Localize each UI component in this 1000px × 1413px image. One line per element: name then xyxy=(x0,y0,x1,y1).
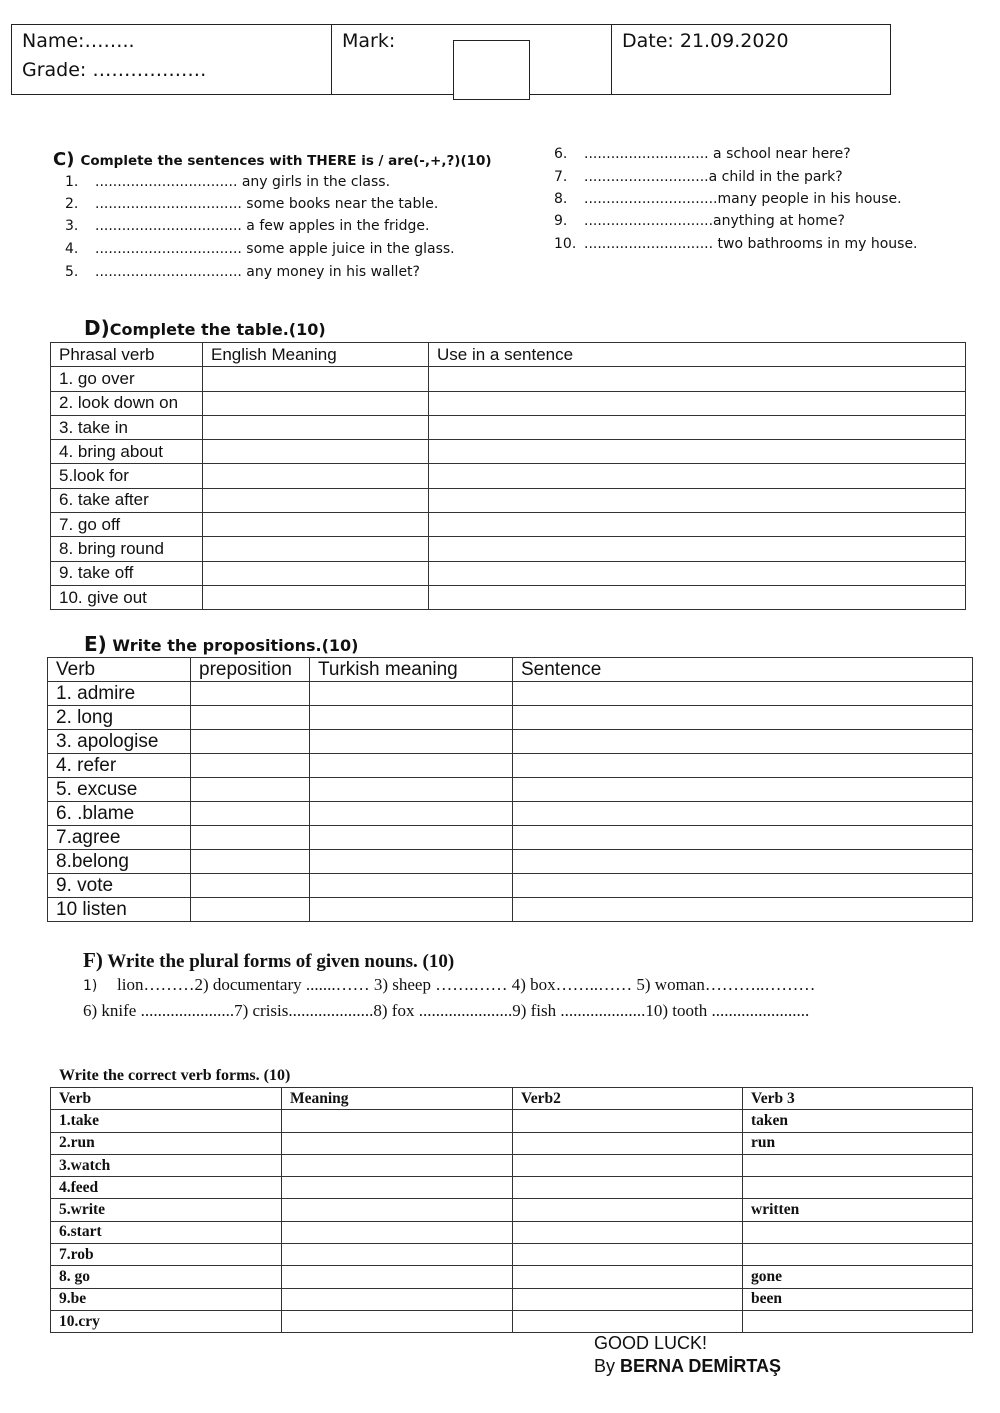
verb-forms-row xyxy=(51,1132,973,1154)
plural-line-2: 6) knife ......................7) crisis....................8) fox ......................9) fish ....................10) tooth ....................... xyxy=(83,1001,810,1020)
phrasal-verb-cell: 8. bring round xyxy=(51,537,203,561)
verb-cell: 9. vote xyxy=(48,874,191,898)
verb-cell: 1.take xyxy=(51,1110,282,1132)
verb-cell: 8.belong xyxy=(48,850,191,874)
verb-forms-column-header: Verb 3 xyxy=(743,1088,973,1110)
turkish-meaning-blank[interactable] xyxy=(310,898,513,922)
phrasal-row xyxy=(51,488,966,512)
verb3-cell: taken xyxy=(743,1110,973,1132)
sentence-text: ............................. two bathrooms in my house. xyxy=(584,236,918,252)
turkish-meaning-blank[interactable] xyxy=(310,706,513,730)
turkish-meaning-blank[interactable] xyxy=(310,754,513,778)
section-d-title-text: Complete the table.(10) xyxy=(109,320,326,339)
sentence-blank[interactable] xyxy=(513,874,973,898)
verb-forms-row xyxy=(51,1244,973,1266)
sentence-item xyxy=(554,169,843,185)
verb3-blank[interactable] xyxy=(743,1221,973,1243)
section-c-title xyxy=(53,149,492,170)
verb-cell: 1. admire xyxy=(48,682,191,706)
verb-forms-row xyxy=(51,1288,973,1310)
verb2-blank[interactable] xyxy=(513,1221,743,1243)
meaning-blank[interactable] xyxy=(282,1199,513,1221)
phrasal-verb-table xyxy=(50,342,966,610)
sentence-number: 8. xyxy=(554,191,568,207)
sentence-blank[interactable] xyxy=(429,464,966,488)
sentence-item xyxy=(65,218,429,234)
turkish-meaning-blank[interactable] xyxy=(310,826,513,850)
preposition-row xyxy=(48,706,973,730)
verb3-cell: run xyxy=(743,1132,973,1154)
preposition-row xyxy=(48,682,973,706)
section-d-title xyxy=(84,316,326,340)
verb-cell: 4. refer xyxy=(48,754,191,778)
verb-forms-column-header: Verb xyxy=(51,1088,282,1110)
verb3-blank[interactable] xyxy=(743,1177,973,1199)
grade-label: Grade: ……………… xyxy=(22,59,207,81)
sentence-item xyxy=(65,264,420,280)
verb-cell: 9.be xyxy=(51,1288,282,1310)
sentence-blank[interactable] xyxy=(429,391,966,415)
sentence-number: 6. xyxy=(554,146,568,162)
meaning-blank[interactable] xyxy=(282,1110,513,1132)
mark-box xyxy=(453,40,530,100)
verb-forms-row xyxy=(51,1154,973,1176)
verb-cell: 6.start xyxy=(51,1221,282,1243)
meaning-blank[interactable] xyxy=(282,1177,513,1199)
verb2-blank[interactable] xyxy=(513,1266,743,1288)
verb-cell: 6. .blame xyxy=(48,802,191,826)
english-meaning-blank[interactable] xyxy=(203,464,429,488)
verb3-blank[interactable] xyxy=(743,1154,973,1176)
phrasal-row xyxy=(51,513,966,537)
preposition-row xyxy=(48,826,973,850)
meaning-blank[interactable] xyxy=(282,1310,513,1332)
section-e-title xyxy=(84,632,358,656)
section-e-title-text: Write the propositions.(10) xyxy=(112,636,359,655)
verb-cell: 3.watch xyxy=(51,1154,282,1176)
verb2-blank[interactable] xyxy=(513,1110,743,1132)
verb-cell: 3. apologise xyxy=(48,730,191,754)
verb-cell: 8. go xyxy=(51,1266,282,1288)
verb3-cell: written xyxy=(743,1199,973,1221)
turkish-meaning-blank[interactable] xyxy=(310,802,513,826)
sentence-blank[interactable] xyxy=(429,561,966,585)
sentence-number: 3. xyxy=(65,218,79,234)
sentence-text: ................................. a few apples in the fridge. xyxy=(95,218,430,234)
preposition-row xyxy=(48,850,973,874)
verb-forms-column-header: Verb2 xyxy=(513,1088,743,1110)
plural-line-1-num: 1) xyxy=(83,978,98,994)
sentence-number: 4. xyxy=(65,241,79,257)
verb2-blank[interactable] xyxy=(513,1132,743,1154)
date-label: Date: 21.09.2020 xyxy=(622,30,789,52)
section-c-title-text: Complete the sentences with THERE is / are(-,+,?)(10) xyxy=(80,153,492,169)
verb2-blank[interactable] xyxy=(513,1288,743,1310)
preposition-column-header: Verb xyxy=(48,658,191,682)
sentence-number: 10. xyxy=(554,236,577,252)
english-meaning-blank[interactable] xyxy=(203,585,429,609)
section-d-letter: D) xyxy=(84,316,110,340)
sentence-item xyxy=(554,236,918,252)
verb-forms-title: Write the correct verb forms. (10) xyxy=(59,1067,291,1084)
preposition-column-header: Turkish meaning xyxy=(310,658,513,682)
sentence-item xyxy=(65,174,390,190)
sentence-blank[interactable] xyxy=(429,585,966,609)
turkish-meaning-blank[interactable] xyxy=(310,850,513,874)
verb3-cell: been xyxy=(743,1288,973,1310)
sentence-blank[interactable] xyxy=(513,682,973,706)
preposition-blank[interactable] xyxy=(191,778,310,802)
phrasal-column-header: Use in a sentence xyxy=(429,343,966,367)
sentence-blank[interactable] xyxy=(429,415,966,439)
verb-cell: 5.write xyxy=(51,1199,282,1221)
sentence-item xyxy=(554,213,845,229)
preposition-blank[interactable] xyxy=(191,850,310,874)
verb2-blank[interactable] xyxy=(513,1199,743,1221)
sentence-text: ............................ a school near here? xyxy=(584,146,851,162)
turkish-meaning-blank[interactable] xyxy=(310,874,513,898)
sentence-blank[interactable] xyxy=(513,706,973,730)
sentence-blank[interactable] xyxy=(429,440,966,464)
mark-label: Mark: xyxy=(342,30,396,52)
verb2-blank[interactable] xyxy=(513,1310,743,1332)
preposition-column-header: Sentence xyxy=(513,658,973,682)
sentence-blank[interactable] xyxy=(513,778,973,802)
plural-line-1 xyxy=(83,975,815,995)
phrasal-verb-cell: 6. take after xyxy=(51,488,203,512)
verb3-blank[interactable] xyxy=(743,1310,973,1332)
sentence-blank[interactable] xyxy=(513,898,973,922)
phrasal-row xyxy=(51,585,966,609)
sentence-blank[interactable] xyxy=(429,488,966,512)
preposition-blank[interactable] xyxy=(191,706,310,730)
phrasal-row xyxy=(51,537,966,561)
phrasal-verb-cell: 10. give out xyxy=(51,585,203,609)
preposition-blank[interactable] xyxy=(191,682,310,706)
verb-cell: 2.run xyxy=(51,1132,282,1154)
date-cell xyxy=(612,25,892,94)
verb3-blank[interactable] xyxy=(743,1244,973,1266)
meaning-blank[interactable] xyxy=(282,1288,513,1310)
sentence-blank[interactable] xyxy=(513,754,973,778)
sentence-blank[interactable] xyxy=(513,826,973,850)
sentence-text: ............................a child in the park? xyxy=(584,169,843,185)
phrasal-row xyxy=(51,367,966,391)
meaning-blank[interactable] xyxy=(282,1221,513,1243)
verb-forms-header-row xyxy=(51,1088,973,1110)
sentence-number: 9. xyxy=(554,213,568,229)
phrasal-verb-cell: 2. look down on xyxy=(51,391,203,415)
phrasal-row xyxy=(51,561,966,585)
sentence-blank[interactable] xyxy=(429,513,966,537)
preposition-column-header: preposition xyxy=(191,658,310,682)
verb-cell: 5. excuse xyxy=(48,778,191,802)
phrasal-row xyxy=(51,415,966,439)
sentence-text: ................................. some apple juice in the glass. xyxy=(95,241,455,257)
preposition-row xyxy=(48,898,973,922)
header-box xyxy=(11,24,891,95)
turkish-meaning-blank[interactable] xyxy=(310,730,513,754)
verb2-blank[interactable] xyxy=(513,1154,743,1176)
verb-forms-row xyxy=(51,1310,973,1332)
sentence-text: ................................ any girls in the class. xyxy=(95,174,391,190)
section-c-letter: C) xyxy=(53,149,75,170)
sentence-number: 2. xyxy=(65,196,79,212)
english-meaning-blank[interactable] xyxy=(203,415,429,439)
phrasal-verb-cell: 3. take in xyxy=(51,415,203,439)
sentence-number: 7. xyxy=(554,169,568,185)
preposition-row xyxy=(48,802,973,826)
phrasal-column-header: English Meaning xyxy=(203,343,429,367)
preposition-row xyxy=(48,754,973,778)
sentence-number: 5. xyxy=(65,264,79,280)
section-f-title-text: Write the plural forms of given nouns. (10) xyxy=(107,951,455,972)
sentence-text: ................................. any money in his wallet? xyxy=(95,264,420,280)
english-meaning-blank[interactable] xyxy=(203,440,429,464)
preposition-blank[interactable] xyxy=(191,826,310,850)
verb-cell: 2. long xyxy=(48,706,191,730)
preposition-row xyxy=(48,730,973,754)
author-name: BERNA DEMİRTAŞ xyxy=(620,1356,782,1376)
sentence-blank[interactable] xyxy=(429,367,966,391)
footer xyxy=(594,1332,781,1378)
meaning-blank[interactable] xyxy=(282,1132,513,1154)
verb-forms-row xyxy=(51,1266,973,1288)
sentence-number: 1. xyxy=(65,174,79,190)
verb2-blank[interactable] xyxy=(513,1177,743,1199)
by-label: By xyxy=(594,1356,616,1376)
sentence-text: ..............................many people in his house. xyxy=(584,191,902,207)
preposition-blank[interactable] xyxy=(191,898,310,922)
phrasal-row xyxy=(51,391,966,415)
meaning-blank[interactable] xyxy=(282,1154,513,1176)
section-e-letter: E) xyxy=(84,632,107,656)
english-meaning-blank[interactable] xyxy=(203,513,429,537)
verb-cell: 10.cry xyxy=(51,1310,282,1332)
turkish-meaning-blank[interactable] xyxy=(310,778,513,802)
english-meaning-blank[interactable] xyxy=(203,561,429,585)
verb-cell: 10 listen xyxy=(48,898,191,922)
phrasal-column-header: Phrasal verb xyxy=(51,343,203,367)
preposition-blank[interactable] xyxy=(191,730,310,754)
name-label: Name:…….. xyxy=(22,30,135,52)
sentence-item xyxy=(65,196,438,212)
sentence-item xyxy=(554,191,902,207)
english-meaning-blank[interactable] xyxy=(203,367,429,391)
phrasal-verb-cell: 7. go off xyxy=(51,513,203,537)
verb-cell: 7.agree xyxy=(48,826,191,850)
sentence-item xyxy=(65,241,455,257)
verb3-cell: gone xyxy=(743,1266,973,1288)
phrasal-verb-cell: 4. bring about xyxy=(51,440,203,464)
sentence-blank[interactable] xyxy=(513,730,973,754)
english-meaning-blank[interactable] xyxy=(203,391,429,415)
preposition-table xyxy=(47,657,973,922)
meaning-blank[interactable] xyxy=(282,1266,513,1288)
section-f-letter: F) xyxy=(83,948,103,972)
verb-cell: 4.feed xyxy=(51,1177,282,1199)
preposition-blank[interactable] xyxy=(191,802,310,826)
sentence-text: .............................anything at home? xyxy=(584,213,845,229)
preposition-header-row xyxy=(48,658,973,682)
verb-forms-row xyxy=(51,1221,973,1243)
phrasal-verb-cell: 1. go over xyxy=(51,367,203,391)
preposition-blank[interactable] xyxy=(191,874,310,898)
verb-forms-row xyxy=(51,1199,973,1221)
phrasal-verb-cell: 5.look for xyxy=(51,464,203,488)
english-meaning-blank[interactable] xyxy=(203,537,429,561)
phrasal-verb-cell: 9. take off xyxy=(51,561,203,585)
section-f-title xyxy=(83,948,454,973)
preposition-row xyxy=(48,778,973,802)
preposition-row xyxy=(48,874,973,898)
good-luck-text: GOOD LUCK! xyxy=(594,1333,708,1353)
sentence-blank[interactable] xyxy=(429,537,966,561)
verb-cell: 7.rob xyxy=(51,1244,282,1266)
english-meaning-blank[interactable] xyxy=(203,488,429,512)
verb-forms-row xyxy=(51,1110,973,1132)
sentence-text: ................................. some books near the table. xyxy=(95,196,439,212)
meaning-blank[interactable] xyxy=(282,1244,513,1266)
phrasal-row xyxy=(51,440,966,464)
name-grade-cell xyxy=(12,25,332,94)
turkish-meaning-blank[interactable] xyxy=(310,682,513,706)
verb-forms-column-header: Meaning xyxy=(282,1088,513,1110)
sentence-item xyxy=(554,146,851,162)
preposition-blank[interactable] xyxy=(191,754,310,778)
phrasal-row xyxy=(51,464,966,488)
verb2-blank[interactable] xyxy=(513,1244,743,1266)
verb-forms-table xyxy=(50,1087,973,1333)
verb-forms-row xyxy=(51,1177,973,1199)
phrasal-header-row xyxy=(51,343,966,367)
plural-line-1-text: lion………2) documentary .......…… 3) sheep …….…… 4) box……..…… 5) woman………..……… xyxy=(117,975,816,994)
sentence-blank[interactable] xyxy=(513,850,973,874)
sentence-blank[interactable] xyxy=(513,802,973,826)
